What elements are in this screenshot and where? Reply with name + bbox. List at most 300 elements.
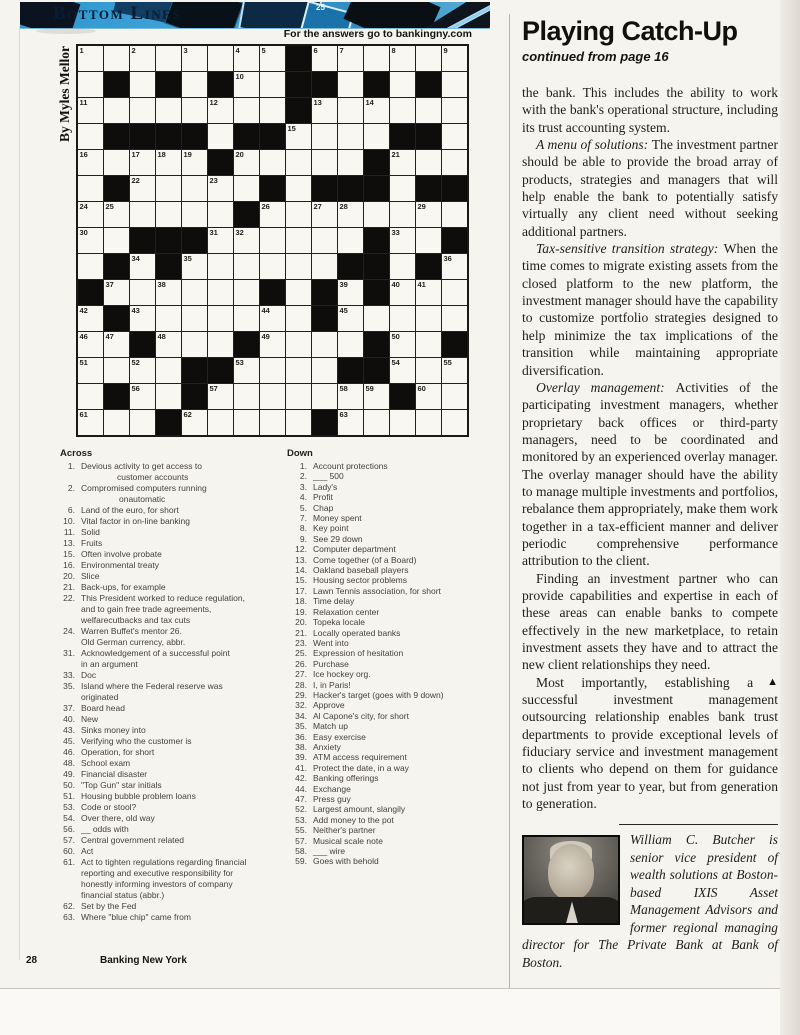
grid-cell (130, 202, 155, 227)
grid-cell (234, 228, 259, 253)
grid-cell-number: 40 (391, 279, 400, 289)
grid-cell (312, 332, 337, 357)
grid-cell-number: 13 (313, 97, 322, 107)
clue-line: originated (81, 692, 119, 702)
grid-cell (416, 306, 441, 331)
grid-cell-black (312, 72, 337, 97)
clue-text (81, 670, 96, 681)
grid-cell (234, 72, 259, 97)
clue-number: 57. (295, 835, 307, 846)
clue-text (81, 461, 202, 483)
clue-text (81, 857, 246, 901)
clue-text: Banking offerings (313, 773, 379, 784)
grid-cell (416, 358, 441, 383)
grid-cell (104, 202, 129, 227)
article-paragraph: the bank. This includes the ability to work with the bank's operational structure, including its trust accounting system. (522, 85, 778, 135)
clue-text (81, 582, 166, 593)
down-clue (283, 638, 509, 648)
down-clue (283, 513, 509, 523)
article-column (522, 16, 778, 971)
clue-line: honestly informing investors of company (81, 879, 233, 889)
grid-cell (312, 358, 337, 383)
clue-text (81, 593, 245, 626)
grid-cell-black (286, 46, 311, 71)
grid-cell (208, 332, 233, 357)
grid-cell-black (156, 72, 181, 97)
grid-cell (182, 202, 207, 227)
grid-cell-black (364, 358, 389, 383)
grid-cell (260, 384, 285, 409)
grid-cell (416, 228, 441, 253)
grid-cell (442, 150, 467, 175)
grid-cell-black (104, 176, 129, 201)
grid-cell (260, 306, 285, 331)
grid-cell-black (130, 124, 155, 149)
grid-cell-number: 55 (443, 357, 452, 367)
grid-cell-black (364, 150, 389, 175)
across-clue (56, 725, 282, 736)
grid-cell-black (416, 124, 441, 149)
clue-text (81, 505, 179, 516)
bottom-lines-banner (20, 2, 490, 29)
clue-text (81, 483, 207, 505)
grid-cell (312, 98, 337, 123)
grid-cell (156, 150, 181, 175)
grid-cell-black (442, 176, 467, 201)
grid-cell-number: 24 (79, 201, 88, 211)
clue-text: ___ 500 (313, 471, 344, 482)
grid-cell-number: 34 (131, 253, 140, 263)
clue-line: Back-ups, for example (81, 582, 166, 592)
clue-text (81, 780, 162, 791)
down-clue (283, 482, 509, 492)
paragraph-lead-in: Overlay management: (536, 379, 676, 395)
clue-text (81, 758, 130, 769)
clue-line: This President worked to reduce regulation, (81, 593, 245, 603)
grid-cell-number: 21 (391, 149, 400, 159)
grid-cell (390, 332, 415, 357)
clue-line: welfarecutbacks and tax cuts (81, 615, 191, 625)
grid-cell-black (286, 98, 311, 123)
down-clue (283, 565, 509, 575)
grid-cell (416, 384, 441, 409)
grid-cell (390, 46, 415, 71)
grid-cell (104, 98, 129, 123)
grid-cell-black (130, 228, 155, 253)
grid-cell (260, 332, 285, 357)
down-clue (283, 700, 509, 710)
clue-number: 54. (63, 813, 75, 823)
photo-face (548, 844, 594, 900)
grid-cell (234, 176, 259, 201)
grid-cell-black (130, 332, 155, 357)
grid-cell-number: 38 (157, 279, 166, 289)
grid-cell (364, 306, 389, 331)
clue-number: 37. (63, 703, 75, 713)
grid-cell (78, 124, 103, 149)
grid-cell (208, 384, 233, 409)
grid-cell (78, 98, 103, 123)
grid-cell (260, 410, 285, 435)
down-clue (283, 752, 509, 762)
bio-divider (619, 824, 778, 825)
grid-cell-black (234, 124, 259, 149)
grid-cell (208, 46, 233, 71)
clue-number: 33. (63, 670, 75, 680)
clue-text (81, 747, 154, 758)
clue-text: Al Capone's city, for short (313, 710, 409, 721)
clue-number: 63. (63, 912, 75, 922)
grid-cell-black (312, 410, 337, 435)
article-paragraph: ▲ Most importantly, establishing a successful investment management outsourcing relationship enables bank trust departments to provide exceptional levels of fiduciary service and investment management to clients who depend on them for guidance not just from year to year, but from generation to generation. (522, 674, 778, 812)
down-clue (283, 628, 509, 638)
clue-number: 6. (67, 505, 75, 515)
article-continued-note: continued from page 16 (522, 49, 669, 64)
clue-text: Neither's partner (313, 825, 376, 836)
across-clue (56, 758, 282, 769)
grid-cell (234, 150, 259, 175)
grid-cell-number: 23 (209, 175, 218, 185)
grid-cell (156, 358, 181, 383)
clue-number: 5. (299, 502, 307, 513)
grid-cell (182, 46, 207, 71)
grid-cell-number: 9 (443, 45, 448, 55)
grid-cell-black (260, 280, 285, 305)
grid-cell (104, 332, 129, 357)
down-clue (283, 461, 509, 471)
grid-cell-black (260, 124, 285, 149)
clue-number: 28. (295, 679, 307, 690)
grid-cell (260, 202, 285, 227)
clue-text: Account protections (313, 461, 388, 471)
grid-cell (442, 72, 467, 97)
clue-line: Board head (81, 703, 125, 713)
grid-cell-black (312, 176, 337, 201)
grid-cell (78, 410, 103, 435)
grid-cell (416, 46, 441, 71)
clue-line: Fruits (81, 538, 103, 548)
across-clue (56, 549, 282, 560)
across-clue (56, 736, 282, 747)
grid-cell-number: 51 (79, 357, 88, 367)
grid-cell (416, 150, 441, 175)
grid-cell (156, 384, 181, 409)
down-clue (283, 617, 509, 627)
grid-cell (442, 384, 467, 409)
article-paragraph: Finding an investment partner who can provide capabilities and expertise in each of these areas can enable banks to compete effectively in the new marketplace, to retain investment assets they have and to attract the new client relationships they need. (522, 570, 778, 673)
across-clue (56, 681, 282, 703)
grid-cell (182, 150, 207, 175)
down-clue (283, 825, 509, 835)
clue-line: School exam (81, 758, 131, 768)
clue-number: 55. (295, 825, 307, 836)
grid-cell (442, 46, 467, 71)
grid-cell-black (78, 280, 103, 305)
grid-cell (208, 202, 233, 227)
grid-cell-number: 18 (157, 149, 166, 159)
down-clue (283, 575, 509, 585)
answers-note: For the answers go to bankingny.com (283, 28, 472, 40)
clue-number: 2. (67, 483, 75, 493)
grid-cell (338, 202, 363, 227)
grid-cell (364, 124, 389, 149)
grid-cell-number: 1 (79, 45, 84, 55)
clue-number: 58. (295, 846, 307, 857)
grid-cell (390, 254, 415, 279)
grid-cell-black (390, 384, 415, 409)
grid-cell (286, 228, 311, 253)
across-clue (56, 857, 282, 901)
clue-text (81, 527, 100, 538)
grid-cell-number: 44 (261, 305, 270, 315)
grid-cell-black (364, 280, 389, 305)
clue-text: Topeka locale (313, 617, 365, 628)
across-clue (56, 582, 282, 593)
clue-text: Come together (of a Board) (313, 554, 417, 565)
clue-number: 29. (295, 689, 307, 700)
grid-cell (286, 358, 311, 383)
grid-cell-number: 41 (417, 279, 426, 289)
down-clue (283, 721, 509, 731)
grid-cell-number: 54 (391, 357, 400, 367)
scan-edge-left (19, 26, 20, 960)
grid-cell (260, 228, 285, 253)
grid-cell (390, 176, 415, 201)
clue-text: Hacker's target (goes with 9 down) (313, 689, 444, 700)
clue-line: Land of the euro, for short (81, 505, 179, 515)
clue-text: Relaxation center (313, 606, 380, 617)
grid-cell-number: 63 (339, 409, 348, 419)
down-clue (283, 555, 509, 565)
grid-cell (78, 202, 103, 227)
grid-cell (130, 306, 155, 331)
grid-cell (286, 124, 311, 149)
across-clue (56, 648, 282, 670)
grid-cell (416, 202, 441, 227)
clue-line: Slice (81, 571, 100, 581)
down-clue (283, 523, 509, 533)
grid-cell-black (286, 72, 311, 97)
clue-text (81, 725, 146, 736)
grid-cell (208, 254, 233, 279)
grid-cell (208, 98, 233, 123)
grid-cell-black (182, 124, 207, 149)
down-clue (283, 471, 509, 481)
grid-cell (234, 98, 259, 123)
clue-number: 40. (63, 714, 75, 724)
grid-cell-number: 43 (131, 305, 140, 315)
grid-cell (312, 124, 337, 149)
down-clue (283, 503, 509, 513)
grid-cell (286, 332, 311, 357)
grid-cell-black (104, 254, 129, 279)
clue-text: Lady's (313, 481, 338, 492)
grid-cell-number: 12 (209, 97, 218, 107)
grid-cell (208, 176, 233, 201)
grid-cell-black (104, 124, 129, 149)
grid-cell (390, 228, 415, 253)
across-clue (56, 483, 282, 505)
clue-line: Set by the Fed (81, 901, 137, 911)
grid-cell (78, 254, 103, 279)
clue-number: 42. (295, 773, 307, 784)
grid-cell (260, 72, 285, 97)
across-clue (56, 780, 282, 791)
grid-cell (338, 306, 363, 331)
clue-line: Old German currency, abbr. (81, 637, 186, 647)
grid-cell-black (416, 254, 441, 279)
grid-cell (234, 306, 259, 331)
grid-cell (338, 72, 363, 97)
grid-cell (312, 254, 337, 279)
clue-line: Where "blue chip" came from (81, 912, 191, 922)
clue-text: See 29 down (313, 533, 363, 544)
grid-cell-number: 30 (79, 227, 88, 237)
puzzle-byline: By Myles Mellor (57, 46, 72, 142)
across-clue (56, 670, 282, 681)
grid-cell (234, 280, 259, 305)
clue-number: 7. (299, 513, 307, 524)
clue-text (81, 802, 136, 813)
down-clue (283, 659, 509, 669)
grid-cell (390, 72, 415, 97)
grid-cell (234, 358, 259, 383)
clue-text (81, 560, 159, 571)
clue-text (81, 824, 129, 835)
grid-cell-number: 60 (417, 383, 426, 393)
clue-text: Computer department (313, 544, 396, 555)
grid-cell (104, 358, 129, 383)
grid-cell (130, 358, 155, 383)
clue-line: financial status (abbr.) (81, 890, 165, 900)
grid-cell (312, 228, 337, 253)
across-clue (56, 824, 282, 835)
grid-cell-black (338, 176, 363, 201)
grid-cell (78, 306, 103, 331)
grid-cell-black (390, 124, 415, 149)
grid-cell-number: 17 (131, 149, 140, 159)
clue-number: 26. (295, 658, 307, 669)
grid-cell (130, 280, 155, 305)
grid-cell (78, 332, 103, 357)
clue-number: 44. (295, 783, 307, 794)
article-paragraph: A menu of solutions: The investment partner should be able to provide the broad array of products, strategies and managers that will help enable the bank to potentially satisfy virtually any client need without seeking additional partners. (522, 137, 779, 239)
grid-cell (208, 228, 233, 253)
grid-cell (390, 280, 415, 305)
grid-cell (234, 254, 259, 279)
grid-cell (286, 254, 311, 279)
clue-text (81, 648, 230, 670)
clue-line: Verifying who the customer is (81, 736, 192, 746)
grid-cell-number: 59 (365, 383, 374, 393)
grid-cell-black (364, 254, 389, 279)
clue-line: Act (81, 846, 94, 856)
grid-cell (390, 410, 415, 435)
clue-text (81, 912, 191, 923)
clue-number: 1. (299, 461, 307, 471)
clue-number: 35. (295, 721, 307, 732)
grid-cell-number: 32 (235, 227, 244, 237)
grid-cell (390, 358, 415, 383)
grid-cell (338, 332, 363, 357)
clue-number: 53. (63, 802, 75, 812)
page-bottom-margin (0, 989, 800, 1035)
grid-cell (390, 306, 415, 331)
grid-cell-number: 29 (417, 201, 426, 211)
end-of-article-marker: ▲ (767, 675, 778, 688)
down-clue (283, 492, 509, 502)
grid-cell (208, 280, 233, 305)
clue-line: Central government related (81, 835, 185, 845)
clue-text: Money spent (313, 513, 362, 524)
across-clue (56, 846, 282, 857)
grid-cell (338, 150, 363, 175)
clue-number: 11. (63, 527, 75, 537)
puzzle-title: Bottom Lines (53, 3, 182, 24)
grid-cell (208, 124, 233, 149)
grid-cell (260, 358, 285, 383)
clue-text: Key point (313, 523, 349, 534)
clue-text: Locally operated banks (313, 627, 401, 638)
grid-cell-number: 53 (235, 357, 244, 367)
clue-text (81, 846, 93, 857)
clue-line: reporting and executive responsibility for (81, 868, 234, 878)
clue-text (81, 681, 223, 703)
grid-cell-black (312, 280, 337, 305)
clue-number: 16. (63, 560, 75, 570)
grid-cell-black (104, 384, 129, 409)
clue-number: 35. (63, 681, 75, 691)
clue-number: 36. (295, 731, 307, 742)
grid-cell (338, 384, 363, 409)
article-title: Playing Catch-Up (522, 16, 738, 46)
down-clue (283, 856, 509, 866)
clue-text (81, 901, 136, 912)
grid-cell-black (416, 176, 441, 201)
grid-cell-black (208, 72, 233, 97)
paragraph-lead-in: Tax-sensitive transition strategy: (536, 241, 724, 257)
grid-cell (104, 280, 129, 305)
across-clue (56, 571, 282, 582)
across-clue (56, 560, 282, 571)
across-clue (56, 461, 282, 483)
grid-cell-number: 5 (261, 45, 266, 55)
clue-line: Doc (81, 670, 97, 680)
grid-cell (78, 358, 103, 383)
clue-line: __ odds with (81, 824, 129, 834)
clue-line: Sinks money into (81, 725, 146, 735)
article-paragraph: Tax-sensitive transition strategy: When the time comes to migrate existing assets from the closed platform to the new platform, the investment manager should have the capability to customize portfolio strategies designed to help minimize the tax implications of the transition while maintaining appropriate diversification. (522, 241, 779, 378)
down-clue (283, 846, 509, 856)
across-clue (56, 901, 282, 912)
clue-text: ATM access requirement (313, 752, 407, 763)
clue-line: Environmental treaty (81, 560, 159, 570)
grid-cell-number: 27 (313, 201, 322, 211)
across-clue (56, 769, 282, 780)
grid-cell-black (182, 228, 207, 253)
clue-line: Devious activity to get access to (81, 461, 202, 471)
grid-cell-number: 37 (105, 279, 114, 289)
clue-line: Often involve probate (81, 549, 162, 559)
clue-line: Operation, for short (81, 747, 155, 757)
clue-number: 62. (63, 901, 75, 911)
down-clue (283, 804, 509, 814)
grid-cell-number: 52 (131, 357, 140, 367)
clue-number: 15. (63, 549, 75, 559)
clue-line: Financial disaster (81, 769, 148, 779)
clue-text: Add money to the pot (313, 814, 394, 825)
clue-number: 24. (63, 626, 75, 636)
